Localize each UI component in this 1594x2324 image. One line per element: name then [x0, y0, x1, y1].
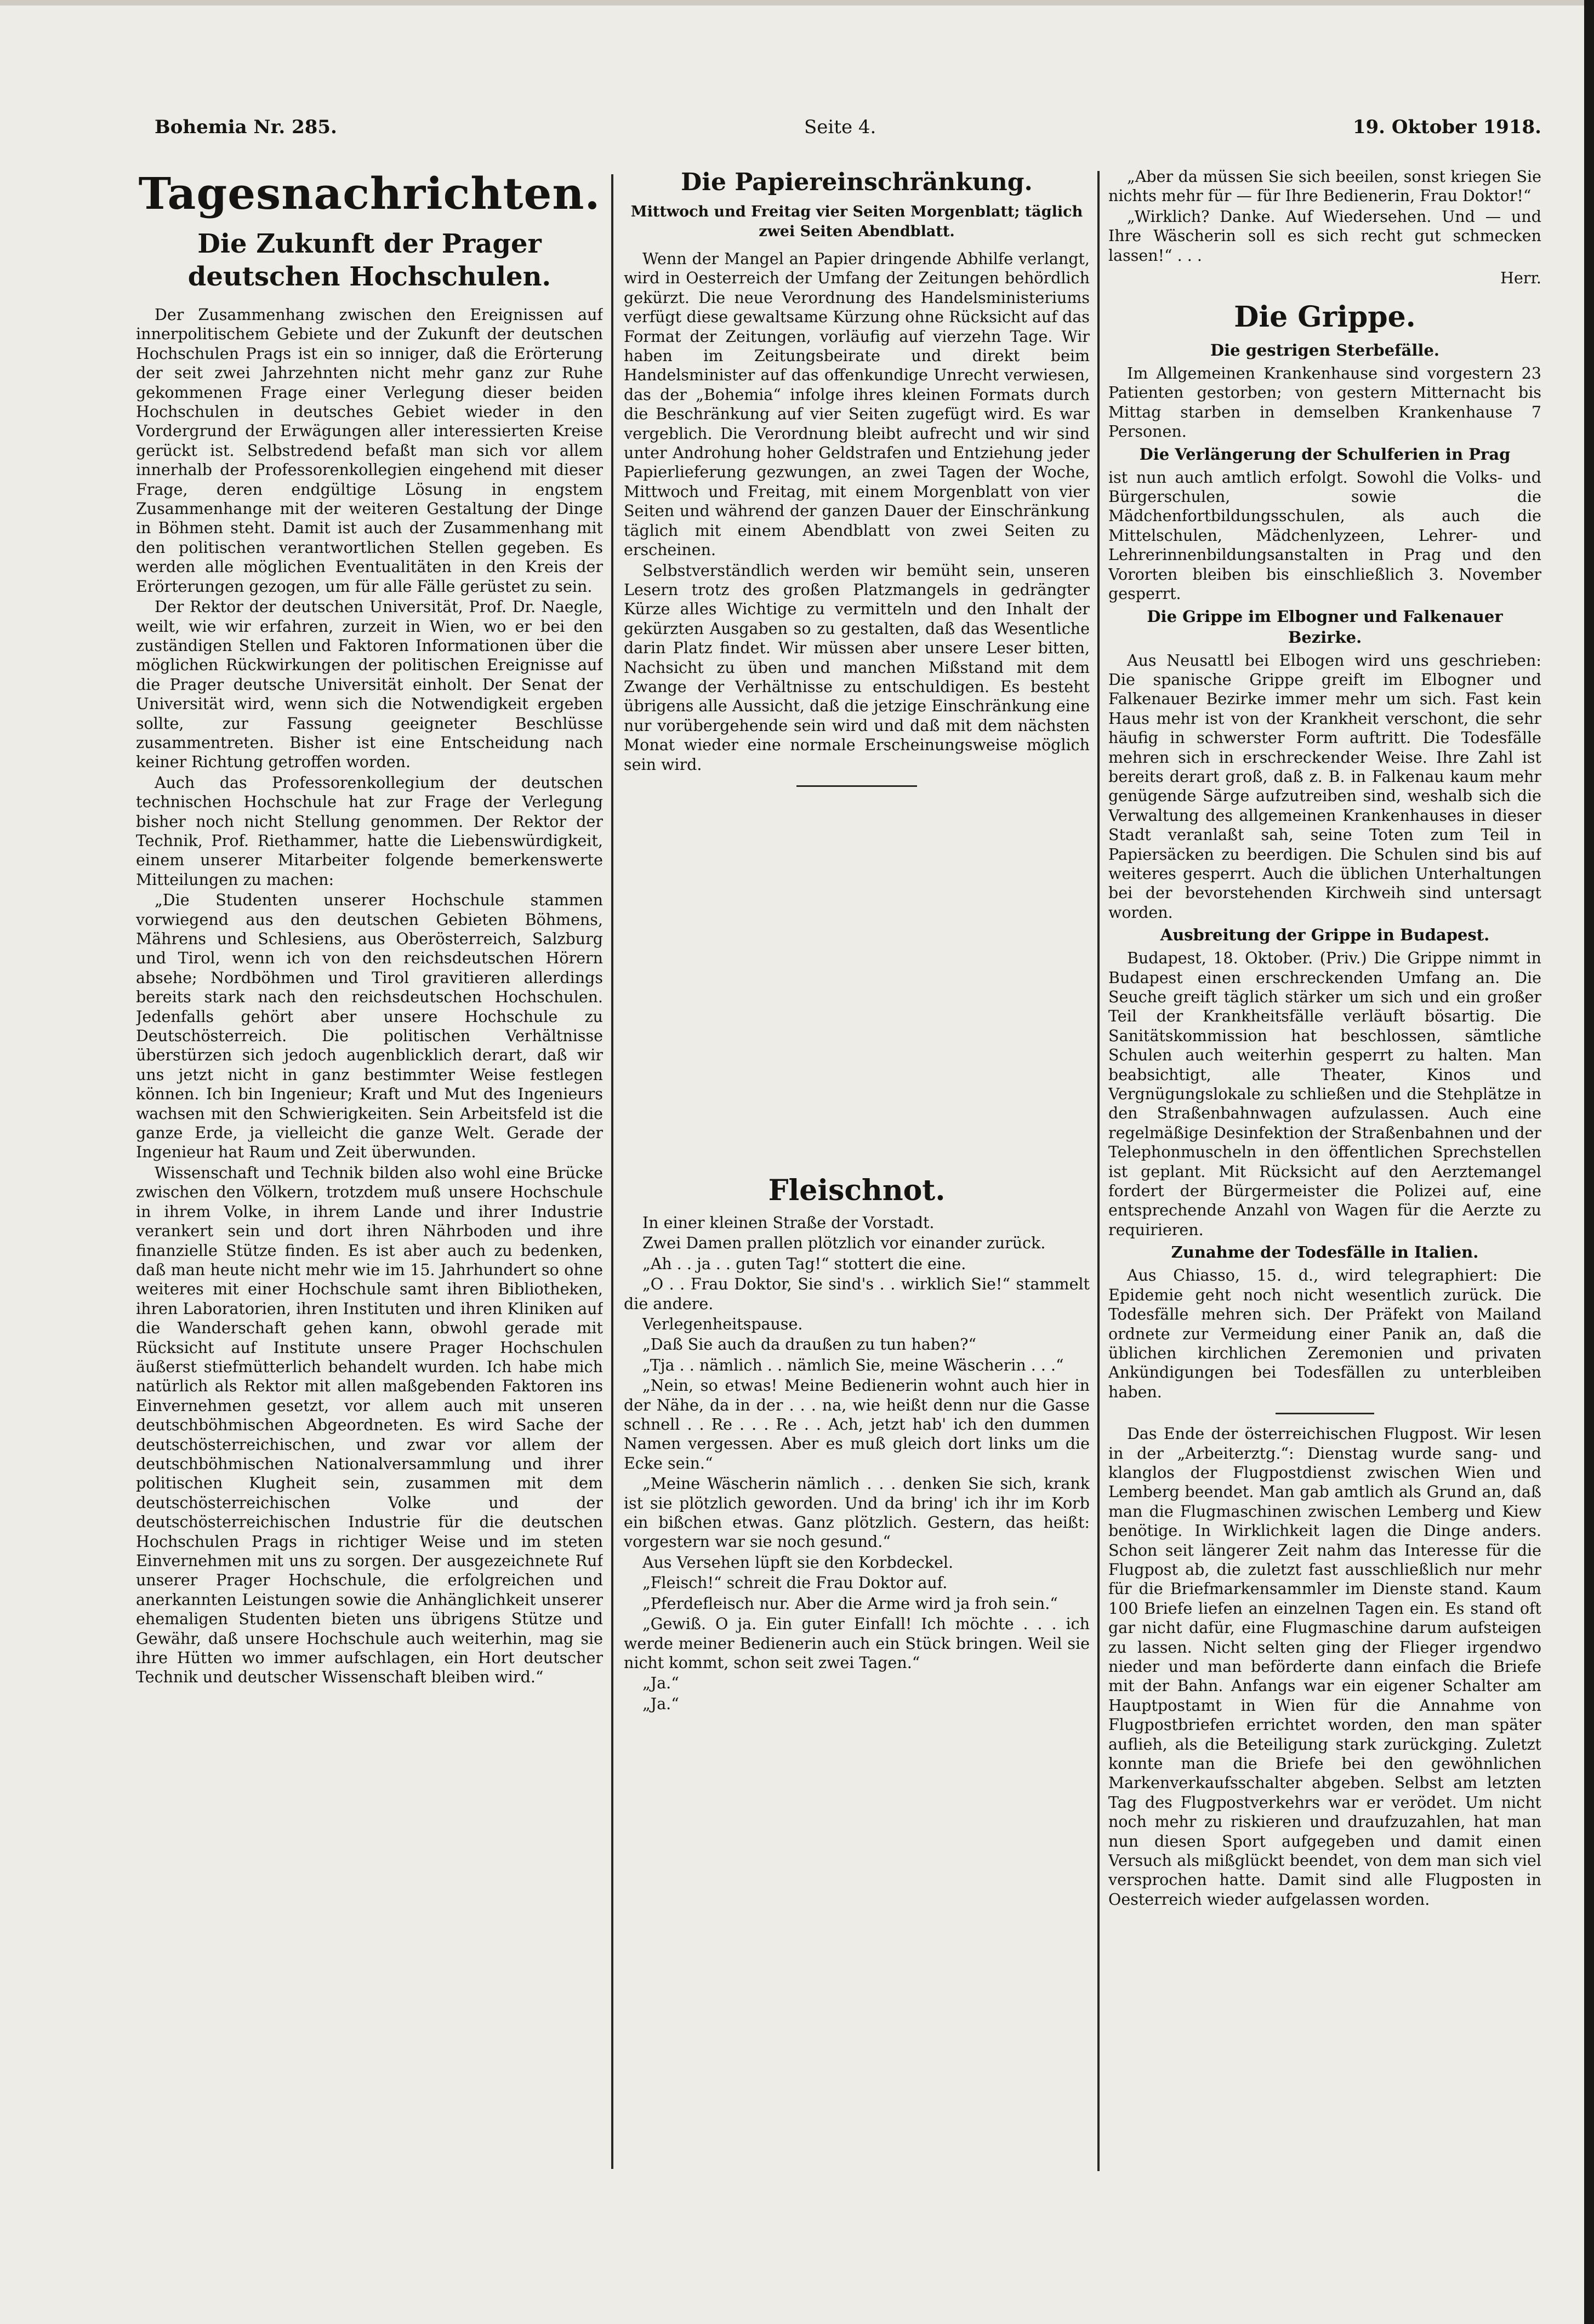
story-line: Aus Versehen lüpft sie den Korbdeckel.: [642, 1553, 954, 1572]
story-line: „Meine Wäscherin nämlich . . . denken Sie sich, krank ist sie plötzlich geworden. Und da bring' ich ihr im Korb ein bißchen etwas. Ganz plötzlich. Gestern, das heißt: vorgestern war sie noch gesund.“: [624, 1475, 1090, 1551]
article-paragraph: Wenn der Mangel an Papier dringende Abhilfe verlangt, wird in Oesterreich der Umfang der Zeitungen behördlich gekürzt. Die neue Verordnung des Handelsministeriums verfügt diese gewaltsame Kürzung ohne Rücksicht auf das Format der Zeitungen, vorläufig auf vierzehn Tage. Wir haben im Zeitungsbeirate und direkt beim Handelsminister auf das offenkundige Unrecht verwiesen, das der „Bohemia“ infolge ihres kleinen Formats durch die Beschränkung auf vier Seiten zugefügt wird. Es war vergeblich. Die Verordnung bleibt aufrecht und wir sind unter Androhung hoher Geldstrafen und Entziehung jeder Papierlieferung gezwungen, an zwei Tagen der Woche, Mittwoch und Freitag, mit einem Morgenblatt von vier Seiten und während der ganzen Dauer der Einschränkung täglich mit einem Abendblatt von zwei Seiten zu erscheinen.: [624, 250, 1090, 559]
article-paragraph: Auch das Professorenkollegium der deutschen technischen Hochschule hat zur Frage der Verlegung bisher noch nicht Stellung genommen. Der Rektor der Technik, Prof. Riethammer, hatte die Liebenswürdigkeit, einem unserer Mitarbeiter folgende bemerkenswerte Mitteilungen zu machen:: [136, 773, 603, 889]
blank-space: [624, 800, 1090, 1173]
top-edge: [0, 0, 1594, 5]
story-continuation: „Wirklich? Danke. Auf Wiedersehen. Und — und Ihre Wäscherin soll es sich recht gut schmecken lassen!“ . . .: [1108, 207, 1541, 265]
story-line: „O . . Frau Doktor, Sie sind's . . wirklich Sie!“ stammelt die andere.: [624, 1275, 1090, 1313]
article-title: Die Papiereinschränkung.: [681, 168, 1033, 196]
story-line: „Fleisch!“ schreit die Frau Doktor auf.: [642, 1574, 948, 1592]
header-date: 19. Oktober 1918.: [1352, 116, 1541, 138]
article-paragraph: Der Zusammenhang zwischen den Ereignissen auf innerpolitischem Gebiete und der Zukunft der deutschen Hochschulen Prags ist ein so inniger, daß die Erörterung der seit zwei Jahrzehnten nicht mehr ganz zur Ruhe gekommenen Frage einer Verlegung dieser beiden Hochschulen in deutsches Gebiet wieder in den Vordergrund der Erwägungen aller interessierten Kreise gerückt ist. Selbstredend befaßt man sich vor allem innerhalb der Professorenkollegien eingehend mit dieser Frage, deren endgültige Lösung in engstem Zusammenhange mit der weiteren Gestaltung der Dinge in Böhmen steht. Damit ist auch der Zusammenhang mit den politischen verantwortlichen Stellen gegeben. Es werden alle möglichen Eventualitäten in den Kreis der Erörterungen gezogen, um für alle Fälle gerüstet zu sein.: [136, 306, 603, 596]
subheading: Die Grippe im Elbogner und Falkenauer Bezirke.: [1147, 607, 1503, 647]
column-rule-1: [611, 174, 613, 2169]
story-line: „Ja.“: [642, 1694, 679, 1713]
news-paragraph: Aus Chiasso, 15. d., wird telegraphiert: Die Epidemie geht noch nicht wesentlich zurück. Die Todesfälle mehren sich. Der Präfekt von Mailand ordnete zur Vermeidung einer Panik an, daß die üblichen kirchlichen Zeremonien und privaten Ankündigungen bei Todesfällen zu unterbleiben haben.: [1108, 1266, 1541, 1401]
subheading: Zunahme der Todesfälle in Italien.: [1171, 1243, 1479, 1262]
news-paragraph: ist nun auch amtlich erfolgt. Sowohl die Volks- und Bürgerschulen, sowie die Mädchenfortbildungsschulen, als auch die Mittelschulen, Mädchenlyzeen, Lehrer- und Lehrerinnenbildungsanstalten in Prag und den Vororten bleiben bis einschließlich 3. November gesperrt.: [1108, 468, 1541, 603]
column-1: [136, 167, 603, 2239]
article-title: Die Zukunft der Prager deutschen Hochschulen.: [187, 229, 551, 292]
story-continuation: „Aber da müssen Sie sich beeilen, sonst kriegen Sie nichts mehr für — für Ihre Bedienerin, Frau Doktor!“: [1108, 168, 1541, 205]
story-line: „Ah . . ja . . guten Tag!“ stottert die eine.: [642, 1254, 966, 1273]
story-line: „Nein, so etwas! Meine Bedienerin wohnt auch hier in der Nähe, da in der . . . na, wie heißt denn nur die Gasse schnell . . Re . . . Re . . Ach, jetzt hab' ich den dummen Namen vergessen. Aber es muß gleich dort links um die Ecke sein.“: [624, 1377, 1090, 1472]
story-line: Verlegenheitspause.: [642, 1315, 803, 1333]
divider: [1276, 1413, 1374, 1414]
feuilleton-title: Fleischnot.: [768, 1173, 946, 1207]
story-line: „Ja.“: [642, 1674, 679, 1693]
article-paragraph: „Die Studenten unserer Hochschule stammen vorwiegend aus den deutschen Gebieten Böhmens, Mährens und Schlesiens, aus Oberösterreich, Salzburg und Tirol, wenn ich von den reichsdeutschen Hörern absehe; Nordböhmen und Tirol gravitieren allerdings bereits stark nach den reichsdeutschen Hochschulen. Jedenfalls gehört aber unsere Hochschule zu Deutschösterreich. Die politischen Verhältnisse überstürzen sich jedoch augenblicklich derart, daß wir uns jetzt nicht in ganz bestimmter Weise festlegen können. Ich bin Ingenieur; Kraft und Mut des Ingenieurs wachsen mit den Schwierigkeiten. Sein Arbeitsfeld ist die ganze Erde, ja vielleicht die ganze Welt. Gerade der Ingenieur hat Raum und Zeit überwunden.: [136, 891, 603, 1162]
news-paragraph: Das Ende der österreichischen Flugpost. Wir lesen in der „Arbeiterztg.“: Dienstag wurde sang- und klanglos der Flugpostdienst zwischen Wien und Lemberg beendet. Man gab amtlich als Grund an, daß man die Flugmaschinen zwischen Lemberg und Kiew benötige. In Wirklichkeit lagen die Dinge anders. Schon seit längerer Zeit nahm das Interesse für die Flugpost ab, die zuletzt fast ausschließlich nur mehr für die Briefmarkensammler im Dienste stand. Kaum 100 Briefe liefen an einzelnen Tagen ein. Es stand oft gar nicht dafür, eine Flugmaschine darum aufsteigen zu lassen. Nicht selten ging der Flieger irgendwo nieder und man beförderte dann einfach die Briefe mit der Bahn. Anfangs war ein eigener Schalter am Hauptpostamt in Wien für die Annahme von Flugpostbriefen errichtet worden, den man später auflieh, als die Beteiligung stark zurückging. Zuletzt konnte man die Briefe bei den gewöhnlichen Markenverkaufsschalter abgeben. Selbst am letzten Tag des Flugpostverkehrs war er verödet. Um nicht noch mehr zu riskieren und draufzuzahlen, hat man nun diesen Sport aufgegeben und damit einen Versuch als mißglückt beendet, von dem man sich viel versprochen hatte. Damit sind alle Flugposten in Oesterreich wieder aufgelassen worden.: [1108, 1425, 1541, 1909]
subheading: Die gestrigen Sterbefälle.: [1210, 341, 1439, 360]
divider: [796, 785, 917, 787]
story-line: „Daß Sie auch da draußen zu tun haben?“: [642, 1335, 977, 1354]
story-line: In einer kleinen Straße der Vorstadt.: [642, 1213, 935, 1232]
article-deck: Mittwoch und Freitag vier Seiten Morgenblatt; täglich zwei Seiten Abendblatt.: [630, 203, 1083, 240]
subheading: Ausbreitung der Grippe in Budapest.: [1160, 926, 1490, 945]
story-line: Zwei Damen prallen plötzlich vor einander zurück.: [642, 1234, 1046, 1253]
news-paragraph: Budapest, 18. Oktober. (Priv.) Die Grippe nimmt in Budapest einen erschreckenden Umfang an. Die Seuche greift täglich stärker um sich und ein großer Teil der Krankheitsfälle verläuft bösartig. Die Sanitätskommission hat beschlossen, sämtliche Schulen auch weiterhin gesperrt zu halten. Man beabsichtigt, alle Theater, Kinos und Vergnügungslokale zu schließen und die Stehplätze in den Straßenbahnwagen aufzulassen. Auch eine regelmäßige Desinfektion der Straßenbahnen und der Telephonmuscheln in den öffentlichen Sprechstellen ist geplant. Mit Rücksicht auf den Aerztemangel fordert der Bürgermeister die Polizei auf, eine entsprechende Anzahl von Wagen für die Aerzte zu requirieren.: [1108, 949, 1541, 1239]
subheading: Die Verlängerung der Schulferien in Prag: [1139, 444, 1511, 464]
right-edge: [1584, 0, 1594, 2324]
section-heading: Tagesnachrichten.: [138, 168, 601, 219]
news-paragraph: Aus Neusattl bei Elbogen wird uns geschrieben: Die spanische Grippe greift im Elbogner und Falkenauer Bezirke immer mehr um sich. Fast kein Haus mehr ist von der Krankheit verschont, die sehr häufig in schwerster Form auftritt. Die Todesfälle mehren sich in erschreckender Weise. Ihre Zahl ist bereits derart groß, daß z. B. in Falkenau kaum mehr genügende Särge aufzutreiben sind, weshalb sich die Verwaltung des allgemeinen Krankenhauses in dieser Stadt veranlaßt sah, seine Toten zum Teil in Papiersäcken zu beerdigen. Die Schulen sind bis auf weiteres gesperrt. Auch die üblichen Unterhaltungen bei der bevorstehenden Kirchweih sind untersagt worden.: [1108, 651, 1541, 922]
column-rule-2: [1097, 171, 1100, 2171]
article-paragraph: Selbstverständlich werden wir bemüht sein, unseren Lesern trotz des großen Platzmangels in gedrängter Kürze alles Wichtige zu vermitteln und den Inhalt der gekürzten Ausgaben so zu gestalten, daß das Wesentliche darin Platz findet. Wir müssen aber unsere Leser bitten, Nachsicht zu üben und manchen Mißstand mit dem Zwange der Verhältnisse zu entschuldigen. Es besteht übrigens alle Aussicht, daß die jetzige Einschränkung eine nur vorübergehende sein wird und daß mit dem nächsten Monat wieder eine normale Erscheinungsweise möglich sein wird.: [624, 561, 1090, 774]
story-line: „Tja . . nämlich . . nämlich Sie, meine Wäscherin . . .“: [642, 1356, 1064, 1374]
header-issue: Bohemia Nr. 285.: [155, 116, 337, 138]
article-paragraph: Wissenschaft und Technik bilden also wohl eine Brücke zwischen den Völkern, trotzdem muß unsere Hochschule in ihrem Volke, in ihrem Lande und ihrer Industrie verankert sein und dort ihren Nährboden und ihre finanzielle Stütze finden. Es ist aber auch zu bedenken, daß man heute nicht mehr wie im 15. Jahrhundert so ohne weiteres mit einer Hochschule samt ihren Bibliotheken, ihren Laboratorien, ihren Instituten und ihren Kliniken auf die Wanderschaft gehen kann, obwohl gerade mit Rücksicht auf Institute unsere Prager Hochschulen äußerst stiefmütterlich behandelt wurden. Ich habe mich natürlich als Rektor mit allen maßgebenden Faktoren ins Einvernehmen gesetzt, vor allem auch mit unseren deutschböhmischen Abgeordneten. Es wird Sache der deutschösterreichischen, und zwar vor allem der deutschböhmischen Nationalversammlung und ihrer politischen Klugheit sein, zusammen mit dem deutschösterreichischen Volke und der deutschösterreichischen Industrie für die deutschen Hochschulen Prags in richtiger Weise und im steten Einvernehmen mit uns zu sorgen. Der ausgezeichnete Ruf unserer Prager Hochschule, die erfolgreichen und anerkannten Leistungen sowie die Anhänglichkeit unserer ehemaligen Studenten bieten uns übrigens Stütze und Gewähr, daß unsere Hochschule auch weiterhin, mag sie ihre Hütten wo immer aufschlagen, ein Hort deutscher Technik und deutscher Wissenschaft bleiben wird.“: [136, 1163, 603, 1687]
story-line: „Pferdefleisch nur. Aber die Arme wird ja froh sein.“: [642, 1594, 1058, 1613]
column-2: [624, 167, 1090, 2239]
author-signature: Herr.: [1500, 269, 1541, 288]
page-header: [155, 116, 1541, 149]
column-3: [1108, 167, 1541, 2239]
news-paragraph: Im Allgemeinen Krankenhause sind vorgestern 23 Patienten gestorben; von gestern Mitternacht bis Mittag starben in demselben Krankenhause 7 Personen.: [1108, 364, 1541, 441]
article-paragraph: Der Rektor der deutschen Universität, Prof. Dr. Naegle, weilt, wie wir erfahren, zurzeit in Wien, wo er bei den zuständigen Stellen und Faktoren Informationen über die möglichen Rückwirkungen der politischen Ereignisse auf die Prager deutsche Universität einholt. Der Senat der Universität wird, wenn sich die Notwendigkeit ergeben sollte, zur Fassung geeigneter Beschlüsse zusammentreten. Bisher ist eine Entscheidung nach keiner Richtung getroffen worden.: [136, 598, 603, 772]
story-line: „Gewiß. O ja. Ein guter Einfall! Ich möchte . . . ich werde meiner Bedienerin auch ein Stück bringen. Weil sie nicht kommt, schon seit zwei Tagen.“: [624, 1615, 1090, 1672]
header-page-number: Seite 4.: [804, 116, 876, 138]
section-title: Die Grippe.: [1234, 300, 1416, 334]
